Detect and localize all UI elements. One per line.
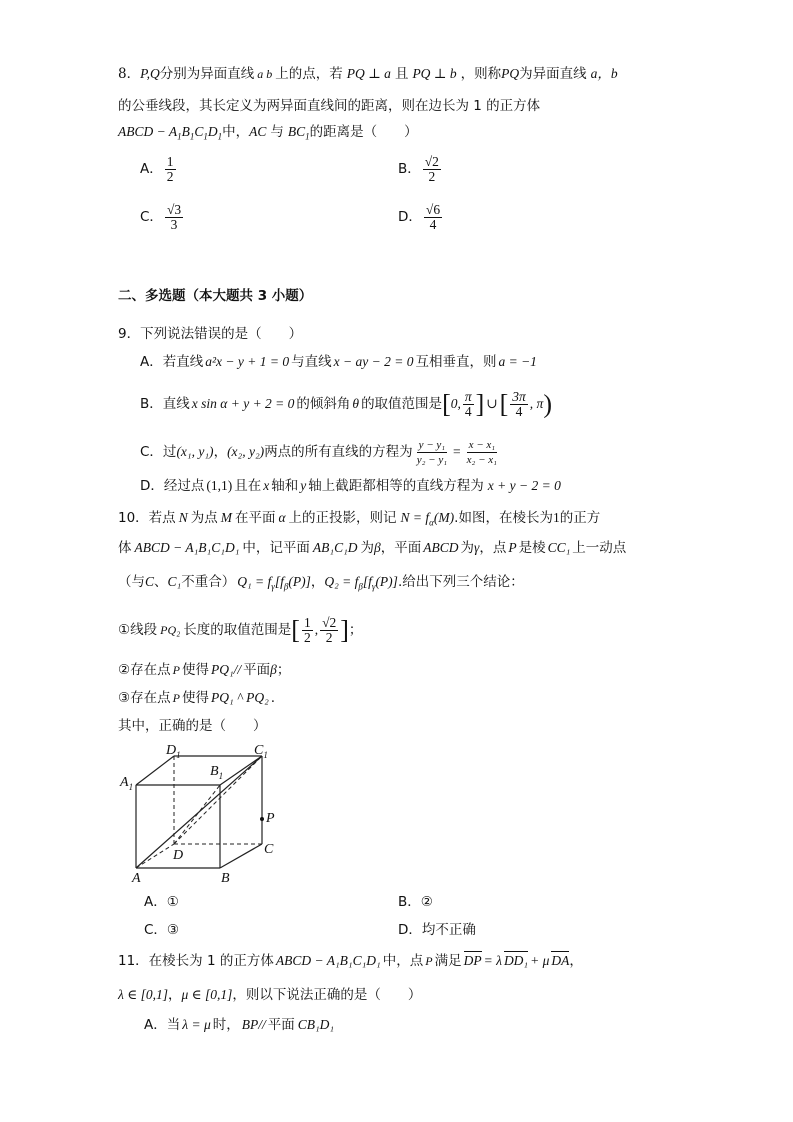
q10-conclusion-1: ①线段 PQ₂ 长度的取值范围是[ $\frac{1}{2}$ , $\frac{√2}{2}$ ]； <box>118 615 363 645</box>
q10-option-b[interactable]: B．② <box>398 894 433 910</box>
point-p-marker <box>260 817 264 821</box>
q10-line3: （与C、C₁不重合） $Q_1 = f_\gamma[f_\beta(P)]$，$Q_2 = f_\beta[f_\gamma(P)]$.给出下列三个结论： <box>118 574 524 592</box>
q8-option-b[interactable]: B． $\frac{√2}{2}$ <box>398 154 439 184</box>
label-a: A <box>132 871 141 886</box>
label-c1: $C_1$ <box>254 743 268 760</box>
q10-line2: 体 ABCD − A₁B₁C₁D₁ 中，记平面 AB₁C₁D 为β，平面 ABCD 为γ，点 P 是棱 CC₁ 上一动点 <box>118 540 627 556</box>
q8-line1: 8．P,Q分别为异面直线 a b 上的点，若 PQ ⊥ a 且 PQ ⊥ b ，则称PQ为异面直线 a，b <box>118 66 618 82</box>
label-c: C <box>264 842 274 857</box>
label-b: B <box>221 871 230 886</box>
q10-line1: 10．若点 N 为点 M 在平面 α 上的正投影，则记 $N = f_\alpha(M)$.如图，在棱长为1的正方 <box>118 510 601 528</box>
label-d1: $D_1$ <box>166 743 181 760</box>
q10-conclusion-2: ②存在点 P 使得 PQ₁// 平面β； <box>118 662 291 678</box>
q8-line3: ABCD − $A_1B_1C_1D_1$中，AC 与 $BC_1$的距离是（ ） <box>118 124 418 142</box>
q10-conclusion-3: ③存在点 P 使得 PQ₁ ^ PQ₂ . <box>118 690 276 706</box>
label-p: P <box>266 811 275 826</box>
q9-option-d[interactable]: D．经过点 (1,1) 且在 x 轴和 y 轴上截距都相等的直线方程为 x + y − 2 = 0 <box>140 478 561 494</box>
q10-option-a[interactable]: A．① <box>144 894 179 910</box>
label-a1: $A_1$ <box>120 775 134 792</box>
section-heading: 二、多选题（本大题共 3 小题） <box>118 288 313 304</box>
q8-option-c[interactable]: C． $\frac{√3}{3}$ <box>140 202 182 232</box>
q10-ask: 其中，正确的是（ ） <box>118 718 267 734</box>
q9-option-b[interactable]: B．直线 x sin α + y + 2 = 0 的倾斜角 θ 的取值范围是[0, $\frac{\pi}{4}$ ] ∪[ $\frac{3\pi}{4}$ , π) <box>140 389 552 419</box>
q11-line2: λ ∈ [0,1]，μ ∈ [0,1]，则以下说法正确的是（ ） <box>118 987 422 1003</box>
q10-option-d[interactable]: D．均不正确 <box>398 922 476 938</box>
q11-option-a[interactable]: A．当 λ = μ 时， BP// 平面 CB₁D₁ <box>144 1017 335 1033</box>
q11-line1: 11．在棱长为 1 的正方体 ABCD − A₁B₁C₁D₁ 中，点 P 满足 DP = λ DD₁ + μ DA， <box>118 953 583 969</box>
q9-stem: 9．下列说法错误的是（ ） <box>118 326 303 342</box>
q8-option-a[interactable]: A． $\frac{1}{2}$ <box>140 154 174 184</box>
q10-option-c[interactable]: C．③ <box>144 922 180 938</box>
label-b1: $B_1$ <box>210 764 224 781</box>
label-d: D <box>173 848 184 863</box>
q8-option-d[interactable]: D． $\frac{√6}{4}$ <box>398 202 441 232</box>
q8-line2: 的公垂线段，其长定义为两异面直线间的距离，则在边长为 1 的正方体 <box>118 98 541 114</box>
q9-option-c[interactable]: C．过(x₁, y₁)，(x₂, y₂)两点的所有直线的方程为 $\frac{\text{y − y₁}}{\text{y₂ − y₁}}$ = $\frac{\text{x − x₁}}{\text{x₂ − x₁}}$ <box>140 439 497 466</box>
q9-option-a[interactable]: A．若直线 a²x − y + 1 = 0 与直线 x − ay − 2 = 0 互相垂直，则 a = −1 <box>140 354 537 370</box>
